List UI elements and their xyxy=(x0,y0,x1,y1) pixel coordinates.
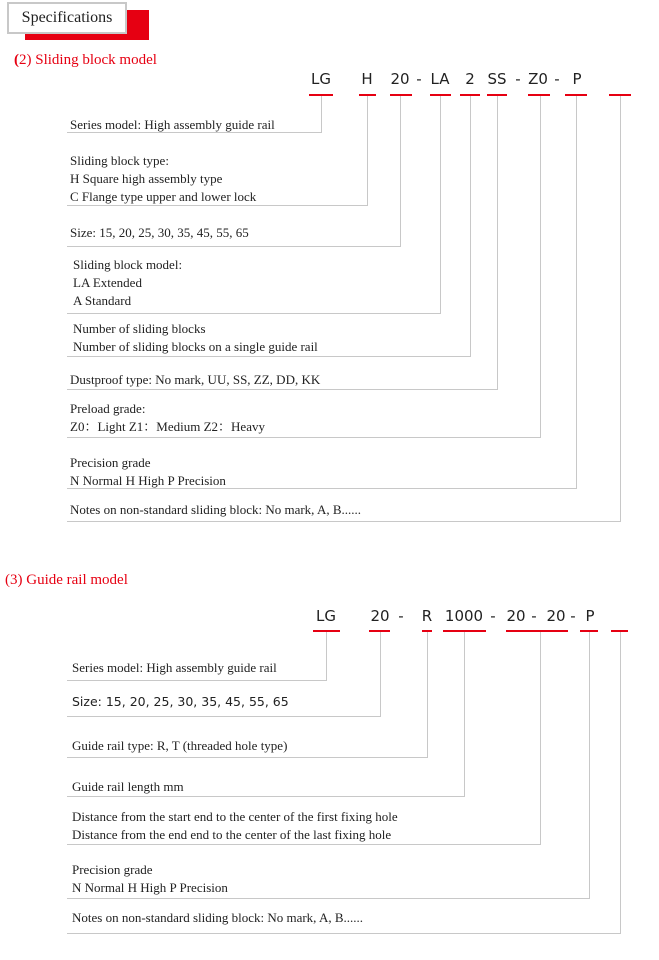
model-code-dash: - xyxy=(515,70,521,88)
connector-line xyxy=(367,96,368,205)
label-line: Distance from the start end to the center of the first fixing hole xyxy=(72,809,398,824)
label-underline xyxy=(67,437,541,438)
label-underline xyxy=(67,389,498,390)
model-code-SS: SS xyxy=(487,70,507,88)
label-line: Precision grade xyxy=(70,455,151,470)
field-label xyxy=(72,659,277,677)
label-underline xyxy=(67,246,401,247)
connector-line xyxy=(321,96,322,132)
connector-line xyxy=(620,96,621,521)
connector-line xyxy=(400,96,401,246)
label-line: Size: 15, 20, 25, 30, 35, 45, 55, 65 xyxy=(72,694,289,709)
field-label xyxy=(70,224,249,242)
field-label xyxy=(70,116,275,134)
label-line: Guide rail length mm xyxy=(72,779,184,794)
label-underline xyxy=(67,796,465,797)
label-line: C Flange type upper and lower lock xyxy=(70,189,257,204)
field-label xyxy=(72,737,287,755)
model-code-LG: LG xyxy=(316,607,336,625)
connector-line xyxy=(589,632,590,898)
label-underline xyxy=(67,680,327,681)
model-code-P: P xyxy=(572,70,582,88)
model-code-20: 20 xyxy=(370,607,390,625)
model-code-dash: - xyxy=(398,607,404,625)
model-code-1000: 1000 xyxy=(444,607,484,625)
label-underline xyxy=(67,844,541,845)
model-code-20: 20 xyxy=(390,70,410,88)
label-underline xyxy=(67,933,621,934)
model-code-LA: LA xyxy=(430,70,450,88)
connector-line xyxy=(540,632,541,844)
label-line: Notes on non-standard sliding block: No mark, A, B...... xyxy=(72,910,364,925)
connector-line xyxy=(470,96,471,356)
code-underline xyxy=(390,94,412,96)
label-line: Series model: High assembly guide rail xyxy=(70,117,275,132)
label-line: Number of sliding blocks xyxy=(73,321,206,336)
label-line: LA Extended xyxy=(73,275,142,290)
field-label xyxy=(70,454,226,490)
connector-line xyxy=(497,96,498,389)
connector-line xyxy=(576,96,577,488)
label-line: Z0：Light Z1：Medium Z2：Heavy xyxy=(70,419,265,434)
label-line: N Normal H High P Precision xyxy=(70,473,226,488)
model-code-dash: - xyxy=(554,70,560,88)
field-label xyxy=(73,256,182,310)
model-code-dash: - xyxy=(531,607,537,625)
label-line: Notes on non-standard sliding block: No mark, A, B...... xyxy=(70,502,362,517)
label-line: N Normal H High P Precision xyxy=(72,880,228,895)
specifications-header: Specifications xyxy=(7,2,127,34)
label-underline xyxy=(67,716,381,717)
label-line: Sliding block type: xyxy=(70,153,169,168)
model-code-LG: LG xyxy=(311,70,331,88)
label-line: Series model: High assembly guide rail xyxy=(72,660,277,675)
field-label xyxy=(70,501,361,519)
label-line: Distance from the end end to the center of the last fixing hole xyxy=(72,827,392,842)
field-label xyxy=(70,371,320,389)
model-code-dash: - xyxy=(570,607,576,625)
model-code-R: R xyxy=(421,607,433,625)
model-code-H: H xyxy=(361,70,373,88)
model-code-dash: - xyxy=(416,70,422,88)
label-line: Precision grade xyxy=(72,862,153,877)
model-code-2: 2 xyxy=(465,70,475,88)
connector-line xyxy=(380,632,381,716)
code-underline xyxy=(506,630,568,632)
label-line: Dustproof type: No mark, UU, SS, ZZ, DD, KK xyxy=(70,372,321,387)
label-underline xyxy=(67,313,441,314)
model-code-20: 20 xyxy=(546,607,566,625)
code-underline xyxy=(528,94,550,96)
label-underline xyxy=(67,757,428,758)
model-code-P: P xyxy=(585,607,595,625)
field-label xyxy=(70,400,265,436)
connector-line xyxy=(427,632,428,757)
field-label xyxy=(72,778,184,796)
connector-line xyxy=(620,632,621,933)
title-text: 2) Sliding block model xyxy=(19,52,157,68)
connector-line xyxy=(440,96,441,313)
label-underline xyxy=(67,521,621,522)
title-paren: ( xyxy=(14,52,19,68)
model-code-dash: - xyxy=(490,607,496,625)
model-code-20: 20 xyxy=(506,607,526,625)
connector-line xyxy=(540,96,541,437)
connector-line xyxy=(464,632,465,796)
label-underline xyxy=(67,356,471,357)
connector-line xyxy=(326,632,327,680)
label-underline xyxy=(67,898,590,899)
label-line: H Square high assembly type xyxy=(70,171,223,186)
label-line: A Standard xyxy=(73,293,132,308)
model-code-Z0: Z0 xyxy=(528,70,548,88)
label-line: Sliding block model: xyxy=(73,257,183,272)
field-label xyxy=(72,909,363,927)
label-line: Number of sliding blocks on a single guide rail xyxy=(73,339,318,354)
field-label xyxy=(70,152,256,206)
sliding-block-title xyxy=(14,52,157,69)
label-line: Size: 15, 20, 25, 30, 35, 45, 55, 65 xyxy=(70,225,249,240)
guide-rail-title: (3) Guide rail model xyxy=(5,572,128,588)
label-line: Preload grade: xyxy=(70,401,146,416)
field-label xyxy=(72,861,228,897)
field-label xyxy=(72,693,289,711)
field-label xyxy=(73,320,318,356)
field-label xyxy=(72,808,398,844)
label-line: Guide rail type: R, T (threaded hole type) xyxy=(72,738,288,753)
